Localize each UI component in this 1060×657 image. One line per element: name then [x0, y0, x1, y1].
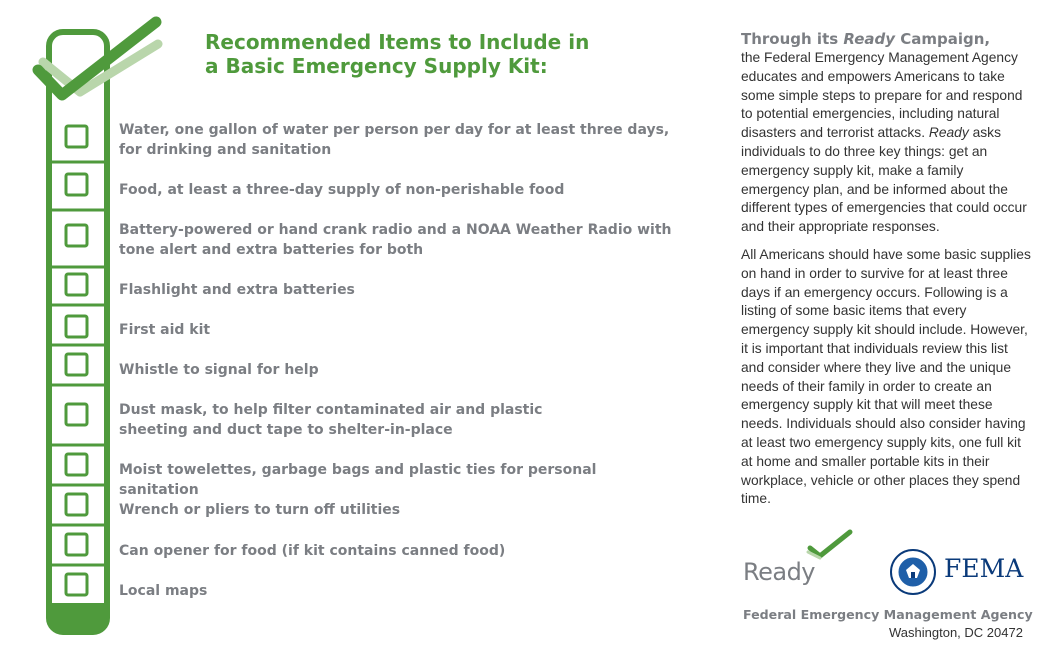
checklist-item [119, 460, 679, 500]
tube-bottom-fill [49, 603, 107, 632]
intro-column [741, 30, 1031, 518]
ready-logo: Ready [743, 558, 816, 586]
checklist-item-line: Wrench or pliers to turn off utilities [119, 502, 401, 518]
checklist-item-line: Moist towelettes, garbage bags and plastic ties for personal sanitation [119, 462, 597, 498]
checkbox-icon [66, 225, 87, 246]
checklist-item [119, 581, 679, 601]
checklist-item [119, 500, 679, 520]
checkbox-icon [66, 126, 87, 147]
checkbox-icon [66, 534, 87, 555]
intro-paragraph-1: Through its Ready Campaign, the Federal Emergency Management Agency educates and empowers Americans to take some simple steps to prepare for and respond to potential emergencies, including natural disasters and terrorist attacks. Ready asks individuals to do three key things: get an emergency supply kit, make a family emergency plan, and be informed about the different types of emergencies that could occur and their appropriate responses. [741, 30, 1031, 237]
checklist-item [119, 541, 679, 561]
footer-address: Washington, DC 20472 [889, 625, 1023, 640]
checklist-item [119, 320, 679, 340]
intro-paragraph-2: All Americans should have some basic supplies on hand in order to survive for at least three days if an emergency occurs. Following is a listing of some basic items that every emergency supply kit should include. However, it is important that individuals review this list and consider where they live and the unique needs of their family in order to create an emergency supply kit that will meet these needs. Individuals should also consider having at least two emergency supply kits, one full kit at home and smaller portable kits in their workplace, vehicle or other places they spend time. [741, 246, 1031, 507]
checkbox-icon [66, 404, 87, 425]
page-title [205, 30, 589, 78]
checkbox-icon [66, 494, 87, 515]
checklist-item-line: Local maps [119, 583, 208, 599]
checklist-item-line: Flashlight and extra batteries [119, 282, 355, 298]
checklist-item [119, 400, 679, 440]
checklist-item-line: for drinking and sanitation [119, 142, 332, 158]
checklist-item-line: Whistle to signal for help [119, 362, 319, 378]
checklist-item [119, 280, 679, 300]
checkbox-icon [66, 574, 87, 595]
checkbox-icon [66, 454, 87, 475]
checkbox-icon [66, 274, 87, 295]
checklist-item [119, 120, 679, 160]
checklist-item-line: Water, one gallon of water per person per day for at least three days, [119, 122, 670, 138]
title-line-2: a Basic Emergency Supply Kit: [205, 54, 548, 78]
intro-lead: Through its Ready Campaign, [741, 30, 991, 48]
footer-agency: Federal Emergency Management Agency [743, 607, 1033, 622]
checklist-item [119, 220, 679, 260]
checkbox-icon [66, 174, 87, 195]
checklist-item-line: Food, at least a three-day supply of non-perishable food [119, 182, 565, 198]
checkbox-icon [66, 354, 87, 375]
checklist-item-line: First aid kit [119, 322, 211, 338]
checklist-item-line: Can opener for food (if kit contains canned food) [119, 543, 506, 559]
checkbox-icon [66, 316, 87, 337]
logo-row [743, 528, 1033, 596]
checklist-item [119, 360, 679, 380]
title-line-1: Recommended Items to Include in [205, 30, 590, 54]
checkmark-icon [806, 528, 854, 560]
checklist-item-line: Dust mask, to help filter contaminated air and plastic [119, 402, 543, 418]
checklist-item-line: tone alert and extra batteries for both [119, 242, 424, 258]
fema-logo: FEMA [944, 554, 1024, 583]
checklist-item-line: Battery-powered or hand crank radio and a NOAA Weather Radio with [119, 222, 672, 238]
dhs-seal-icon [889, 548, 937, 596]
checklist-item-line: sheeting and duct tape to shelter-in-place [119, 422, 453, 438]
checklist-item [119, 180, 679, 200]
